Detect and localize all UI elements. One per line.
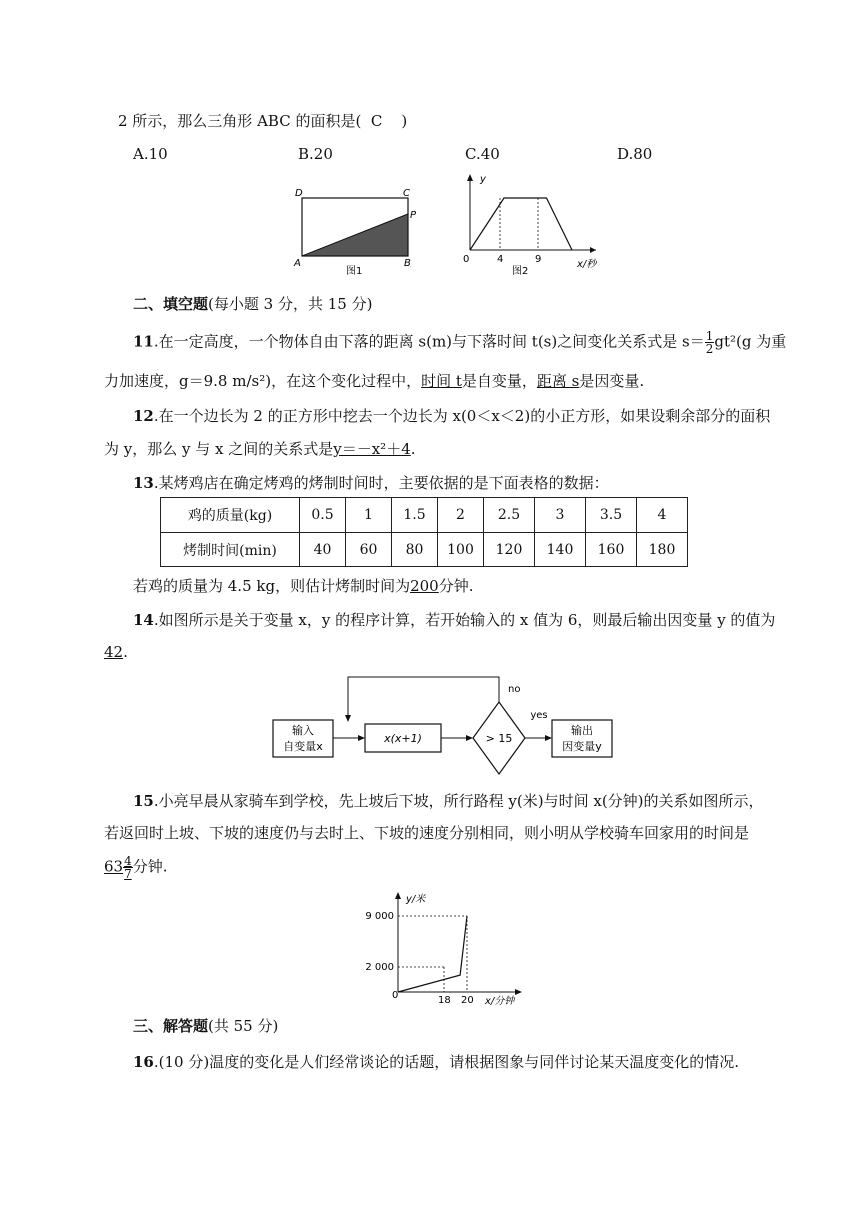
q15-y-tick-9000: 9 000 (365, 911, 394, 922)
table-cell: 1 (346, 498, 392, 533)
q10-answer: C (370, 112, 383, 130)
q15-y-label: y/米 (406, 894, 426, 905)
q10-stem: 2 所示，那么三角形 ABC 的面积是( C ) (118, 112, 408, 130)
q15-line-1: 15.小亮早晨从家骑车到学校，先上坡后下坡，所行路程 y(米)与时间 x(分钟)的关系如图所示， (133, 792, 764, 810)
q15-line-2: 若返回时上坡、下坡的速度仍与去时上、下坡的速度分别相同，则小明从学校骑车回家用的时间是 (104, 824, 750, 842)
section-2-heading: 二、填空题(每小题 3 分，共 15 分) (133, 295, 373, 313)
table-cell: 60 (346, 533, 392, 567)
table-cell: 140 (535, 533, 586, 567)
q10-option-c: C.40 (465, 145, 500, 163)
q10-figure-1 (290, 184, 430, 280)
q15-line-3: 63 $\frac{4}{7}$ 分钟. (104, 854, 168, 881)
label-a: A (294, 258, 301, 269)
table-cell: 160 (586, 533, 637, 567)
table-header-time: 烤制时间(min) (161, 533, 300, 567)
label-b: B (404, 258, 411, 269)
svg-text:输入: 输入 (292, 724, 314, 737)
section-3-heading: 三、解答题(共 55 分) (133, 1017, 279, 1035)
q15-y-tick-2000: 2 000 (365, 962, 394, 973)
q10-option-d: D.80 (617, 145, 653, 163)
q10-figure-2 (448, 170, 608, 280)
table-cell: 3 (535, 498, 586, 533)
svg-text:> 15: > 15 (485, 732, 513, 745)
svg-text:x(x+1): x(x+1) (384, 732, 422, 745)
table-cell: 180 (637, 533, 688, 567)
q16-line-1: 16.(10 分)温度的变化是人们经常谈论的话题，请根据图象与同伴讨论某天温度变化的情况. (133, 1053, 739, 1071)
table-row (161, 533, 688, 567)
fig2-graph-line (470, 198, 572, 250)
q14-flowchart (268, 672, 618, 777)
fig2-tick-0: 0 (463, 254, 470, 265)
svg-text:自变量x: 自变量x (283, 740, 323, 753)
q13-table (160, 497, 688, 567)
q11-answer-2: 距离 s (536, 372, 580, 390)
label-c: C (403, 188, 410, 199)
q15-graph (358, 886, 528, 1008)
q13-line-1: 13.某烤鸡店在确定烤鸡的烤制时间时，主要依据的是下面表格的数据： (133, 474, 609, 492)
q15-graph-line (398, 916, 467, 992)
table-header-mass: 鸡的质量(kg) (161, 498, 300, 533)
flow-yes-label: yes (530, 710, 548, 721)
fig2-tick-9: 9 (535, 254, 542, 265)
flow-no-label: no (508, 684, 521, 695)
table-cell: 80 (392, 533, 438, 567)
label-d: D (295, 188, 303, 199)
q15-x-label: x/分钟 (485, 996, 515, 1007)
fig2-caption: 图2 (512, 266, 529, 277)
fig2-y-label: y (480, 174, 486, 185)
fig1-caption: 图1 (346, 266, 363, 277)
fig2-x-label: x/秒 (577, 259, 597, 270)
table-row (161, 498, 688, 533)
fig2-tick-4: 4 (497, 254, 504, 265)
q15-x-tick-0: 0 (392, 990, 399, 1001)
q11-line-1: 11.在一定高度，一个物体自由下落的距离 s(m)与下落时间 t(s)之间变化关系式是 s＝ $\frac{1}{2}$ gt²(g 为重 (133, 329, 787, 356)
q12-line-1: 12.在一个边长为 2 的正方形中挖去一个边长为 x(0＜x＜2)的小正方形，如果设剩余部分的面积 (133, 407, 771, 425)
svg-text:输出: 输出 (571, 724, 593, 737)
table-cell: 3.5 (586, 498, 637, 533)
q14-answer: 42 (104, 643, 124, 661)
q15-x-tick-20: 20 (461, 995, 474, 1006)
q15-answer-whole: 63 (104, 857, 124, 876)
table-cell: 100 (438, 533, 484, 567)
q14-line-2: 42. (104, 643, 128, 661)
q11-line-2: 力加速度，g＝9.8 m/s²)，在这个变化过程中，时间 t是自变量，距离 s是因变量. (104, 372, 645, 390)
table-cell: 1.5 (392, 498, 438, 533)
table-cell: 4 (637, 498, 688, 533)
table-cell: 120 (484, 533, 535, 567)
q11-fraction: $\frac{1}{2}$ (705, 329, 714, 356)
q15-x-tick-18: 18 (438, 995, 451, 1006)
svg-text:因变量y: 因变量y (562, 740, 602, 753)
table-cell: 40 (300, 533, 346, 567)
table-cell: 0.5 (300, 498, 346, 533)
q15-answer-fraction: $\frac{4}{7}$ (124, 854, 132, 881)
label-p: P (410, 210, 417, 221)
q13-answer: 200 (410, 577, 439, 595)
q12-line-2: 为 y，那么 y 与 x 之间的关系式是y＝－x²＋4. (104, 440, 416, 458)
q13-line-2: 若鸡的质量为 4.5 kg，则估计烤制时间为200分钟. (133, 577, 474, 595)
q14-line-1: 14.如图所示是关于变量 x，y 的程序计算，若开始输入的 x 值为 6，则最后输出因变量 y 的值为 (133, 611, 776, 629)
q12-answer: y＝－x²＋4 (333, 440, 411, 458)
table-cell: 2.5 (484, 498, 535, 533)
table-cell: 2 (438, 498, 484, 533)
q10-option-b: B.20 (298, 145, 333, 163)
q10-option-a: A.10 (133, 145, 168, 163)
q11-answer-1: 时间 t (421, 372, 462, 390)
